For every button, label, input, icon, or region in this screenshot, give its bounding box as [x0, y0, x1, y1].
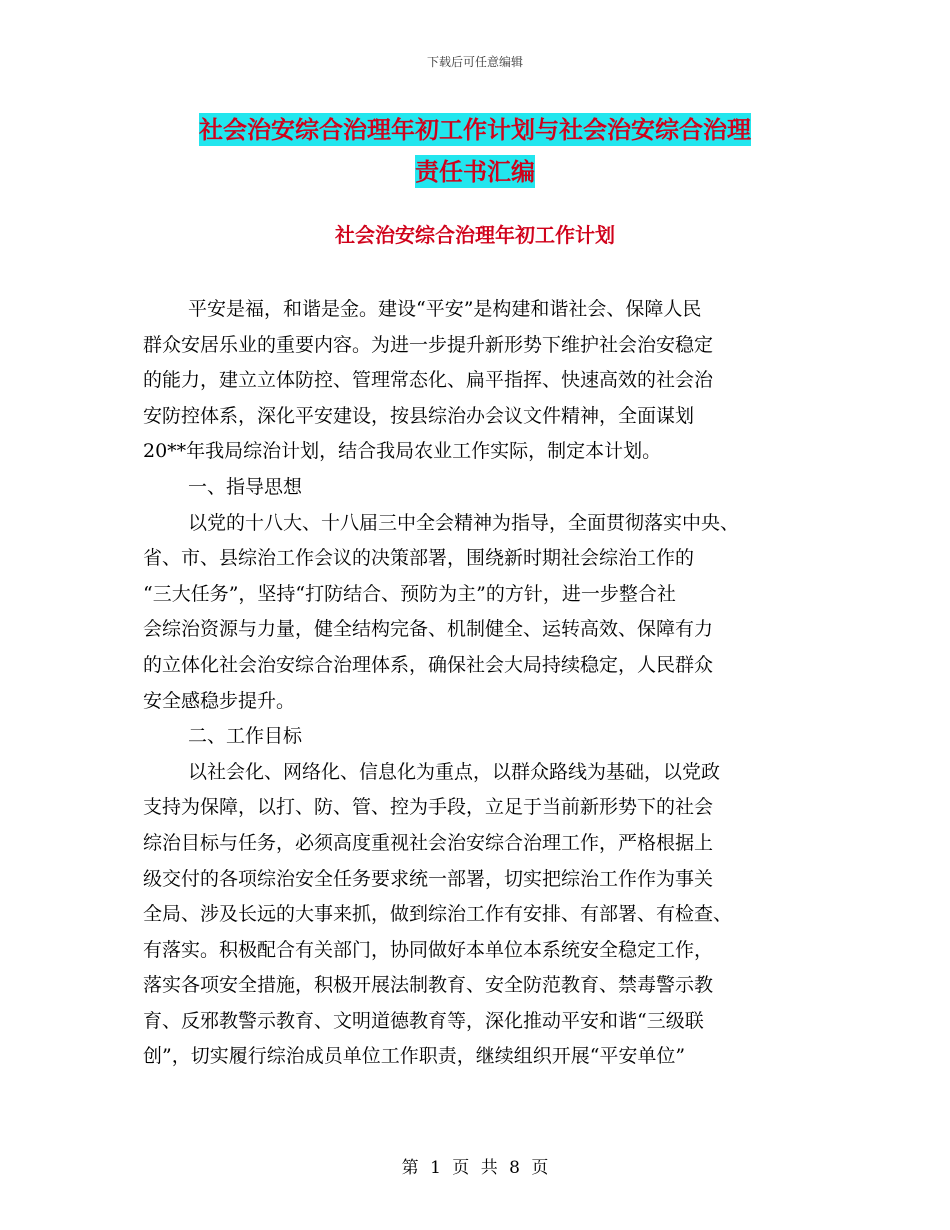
- body-line: 以社会化、网络化、信息化为重点，以群众路线为基础，以党政: [188, 760, 721, 783]
- body-line: 会综治资源与力量，健全结构完备、机制健全、运转高效、保障有力: [143, 618, 714, 641]
- body-line: 安全感稳步提升。: [143, 689, 296, 712]
- body-line: 20**年我局综治计划，结合我局农业工作实际，制定本计划。: [143, 440, 662, 463]
- body-line: 安防控体系，深化平安建设，按县综治办会议文件精神，全面谋划: [143, 404, 695, 427]
- body-line: 全局、涉及长远的大事来抓，做到综治工作有安排、有部署、有检查、: [143, 903, 733, 926]
- body-line: 创”，切实履行综治成员单位工作职责，继续组织开展“平安单位”: [143, 1045, 686, 1068]
- body-line: 级交付的各项综治安全任务要求统一部署，切实把综治工作作为事关: [143, 867, 714, 890]
- body-line: 落实各项安全措施，积极开展法制教育、安全防范教育、禁毒警示教: [143, 974, 714, 997]
- body-line: 育、反邪教警示教育、文明道德教育等，深化推动平安和谐“三级联: [143, 1009, 704, 1032]
- header-note: 下载后可任意编辑: [426, 55, 523, 69]
- title-highlight-2: 责任书汇编: [415, 157, 535, 186]
- title-highlight-1: 社会治安综合治理年初工作计划与社会治安综合治理: [199, 115, 751, 144]
- section-title: 社会治安综合治理年初工作计划: [335, 223, 615, 247]
- body-line: 群众安居乐业的重要内容。为进一步提升新形势下维护社会治安稳定: [143, 333, 714, 356]
- body-line: 省、市、县综治工作会议的决策部署，围绕新时期社会综治工作的: [143, 547, 695, 570]
- body-line: 一、指导思想: [188, 475, 303, 498]
- document-body: [143, 292, 815, 1075]
- body-line: 综治目标与任务，必须高度重视社会治安综合治理工作，严格根据上: [143, 831, 714, 854]
- body-line: 平安是福，和谐是金。建设“平安”是构建和谐社会、保障人民: [188, 298, 702, 320]
- body-line: “三大任务”，坚持“打防结合、预防为主”的方针，进一步整合社: [143, 582, 676, 605]
- body-line: 有落实。积极配合有关部门，协同做好本单位本系统安全稳定工作，: [143, 938, 714, 961]
- body-line: 的能力，建立立体防控、管理常态化、扁平指挥、快速高效的社会治: [143, 369, 714, 392]
- page-footer: 第 1 页 共 8 页: [401, 1158, 549, 1178]
- document-title-line-1: [0, 108, 950, 152]
- body-line: 二、工作目标: [188, 725, 303, 748]
- body-line: 以党的十八大、十八届三中全会精神为指导，全面贯彻落实中央、: [188, 511, 740, 534]
- document-title-line-2: [0, 150, 950, 194]
- body-line: 支持为保障，以打、防、管、控为手段，立足于当前新形势下的社会: [143, 796, 714, 819]
- body-line: 的立体化社会治安综合治理体系，确保社会大局持续稳定，人民群众: [143, 653, 714, 676]
